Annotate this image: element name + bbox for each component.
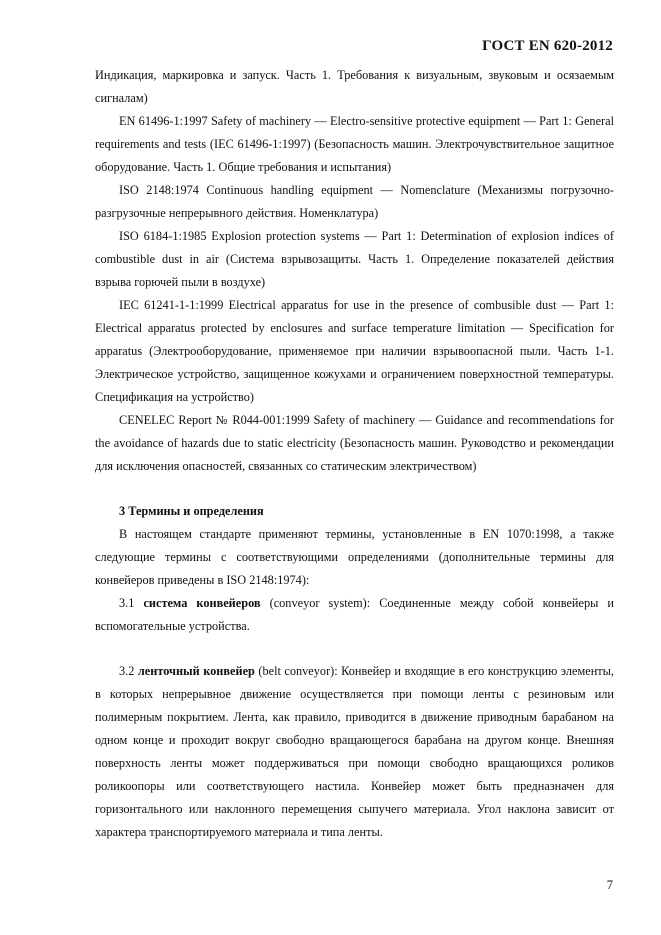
term-belt-conveyor: [95, 660, 614, 844]
reference-cenelec-r044-001: CENELEC Report № R044-001:1999 Safety of machinery — Guidance and recommendations for the avoidance of hazards due to static electricity (Безопасность машин. Руководство и рекомендации для исключения опасностей, связанных со статическим электричеством): [95, 413, 614, 473]
page-number: 7: [606, 878, 613, 892]
standard-code: ГОСТ EN 620-2012: [482, 38, 613, 54]
term-name: ленточный конвейер: [137, 664, 255, 678]
term-definition: (conveyor system): Соединенные между собой конвейеры и вспомогательные устройства.: [95, 596, 615, 633]
section-heading: 3 Термины и определения: [119, 504, 264, 518]
reference-continuation: Индикация, маркировка и запуск. Часть 1. Требования к визуальным, звуковым и осязаемым сигналам): [95, 68, 614, 105]
document-header: [482, 38, 613, 55]
section-intro: В настоящем стандарте применяют термины, установленные в EN 1070:1998, а также следующие термины с соответствующими определениями (дополнительные термины для конвейеров приведены в ISO 2148:1974):: [95, 527, 614, 587]
reference-iso-6184-1: ISO 6184-1:1985 Explosion protection systems — Part 1: Determination of explosion indices of combustible dust in air (Система взрывозащиты. Часть 1. Определение показателей действия взрыва горючей пыли в воздухе): [95, 229, 614, 289]
page-content: [95, 64, 614, 844]
term-number: 3.1: [119, 596, 135, 610]
reference-en-61496-1: EN 61496-1:1997 Safety of machinery — Electro-sensitive protective equipment — Part 1: General requirements and tests (IEC 61496-1:1997) (Безопасность машин. Электрочувствительное защитное оборудование. Часть 1. Общие требования и испытания): [95, 114, 614, 174]
term-name: система конвейеров: [143, 596, 261, 610]
reference-iec-61241-1-1: IEC 61241-1-1:1999 Electrical apparatus for use in the presence of combusible dust — Part 1: Electrical apparatus protected by enclosures and surface temperature limitation — Specification for apparatus (Электрооборудование, применяемое при наличии взрывоопасной пыли. Часть 1-1. Электрическое устройство, защищенное кожухами и ограничением поверхностной температуры. Спецификация на устройство): [95, 298, 614, 404]
term-number: 3.2: [119, 664, 135, 678]
reference-iso-2148: ISO 2148:1974 Continuous handling equipment — Nomenclature (Механизмы погрузочно-разгрузочные непрерывного действия. Номенклатура): [95, 183, 614, 220]
term-definition: (belt conveyor): Конвейер и входящие в его конструкцию элементы, в которых непрерывное движение осуществляется при помощи ленты с резиновым или полимерным покрытием. Лента, как правило, приводится в движение приводным барабаном на одном конце и проходит вокруг свободно вращающегося барабана на другом конце. Внешняя поверхность ленты может поддерживаться при помощи свободно вращающихся роликов роликоопоры или соответствующего настила. Конвейер может быть предназначен для горизонтального или наклонного перемещения сыпучего материала. Угол наклона зависит от характера транспортируемого материала и типа ленты.: [95, 664, 614, 839]
term-conveyor-system: [95, 592, 614, 638]
